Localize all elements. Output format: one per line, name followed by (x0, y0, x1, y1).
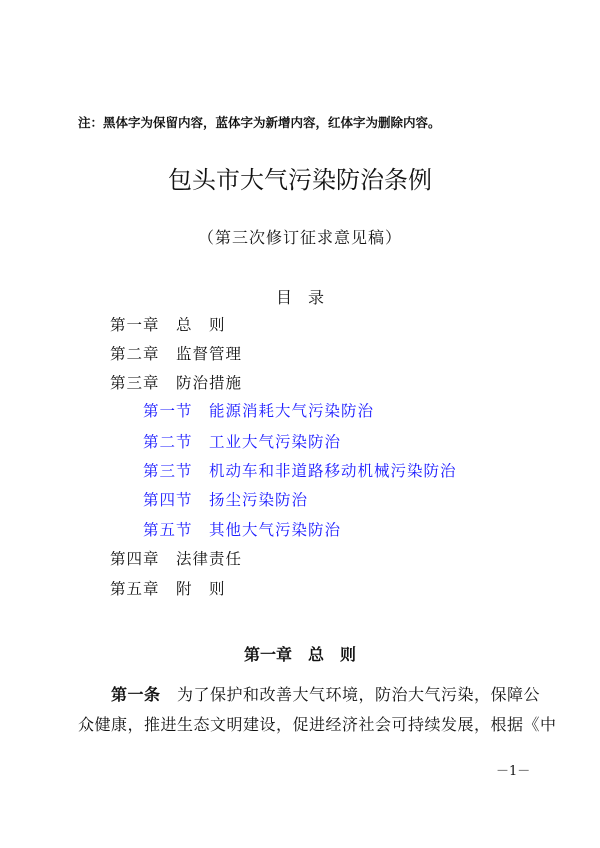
toc-title: 机动车和非道路移动机械污染防治 (209, 462, 457, 480)
article-label: 第一条 (111, 685, 161, 704)
toc-label: 第四章 (110, 550, 160, 568)
toc-title: 监督管理 (176, 345, 243, 363)
toc-title: 工业大气污染防治 (209, 433, 342, 451)
toc-title: 防治措施 (176, 374, 243, 392)
toc-item (110, 577, 226, 599)
toc-title: 其他大气污染防治 (209, 521, 342, 539)
toc-item (110, 371, 242, 393)
toc-label: 第一节 (143, 402, 193, 420)
toc-label: 第四节 (143, 491, 193, 509)
toc-title: 总 则 (176, 316, 226, 334)
toc-label: 第二章 (110, 345, 160, 363)
toc-label: 第一章 (110, 316, 160, 334)
toc-label: 第三节 (143, 462, 193, 480)
toc-title: 扬尘污染防治 (209, 491, 309, 509)
toc-title: 法律责任 (176, 550, 243, 568)
toc-label: 第五节 (143, 521, 193, 539)
toc-label: 第二节 (143, 433, 193, 451)
toc-item (143, 488, 308, 510)
toc-item (143, 518, 341, 540)
toc-item (143, 399, 374, 421)
toc-item (110, 547, 242, 569)
chapter-heading: 第一章 总 则 (243, 645, 356, 664)
toc-item (110, 313, 226, 335)
toc-title: 附 则 (176, 580, 226, 598)
legend-note: 注：黑体字为保留内容，蓝体字为新增内容，红体字为删除内容。 (78, 115, 441, 130)
article-line: 众健康，推进生态文明建设，促进经济社会可持续发展，根据《中 (78, 715, 557, 734)
document-subtitle: （第三次修订征求意见稿） (197, 228, 402, 247)
toc-heading: 目 录 (275, 288, 324, 307)
article-line (111, 682, 540, 705)
toc-item (110, 342, 242, 364)
page-number: －1－ (496, 764, 531, 779)
toc-title: 能源消耗大气污染防治 (209, 402, 375, 420)
toc-label: 第三章 (110, 374, 160, 392)
article-text: 为了保护和改善大气环境，防治大气污染，保障公 (177, 685, 541, 704)
toc-item (143, 430, 341, 452)
toc-item (143, 459, 457, 481)
document-title: 包头市大气污染防治条例 (168, 166, 432, 194)
toc-label: 第五章 (110, 580, 160, 598)
